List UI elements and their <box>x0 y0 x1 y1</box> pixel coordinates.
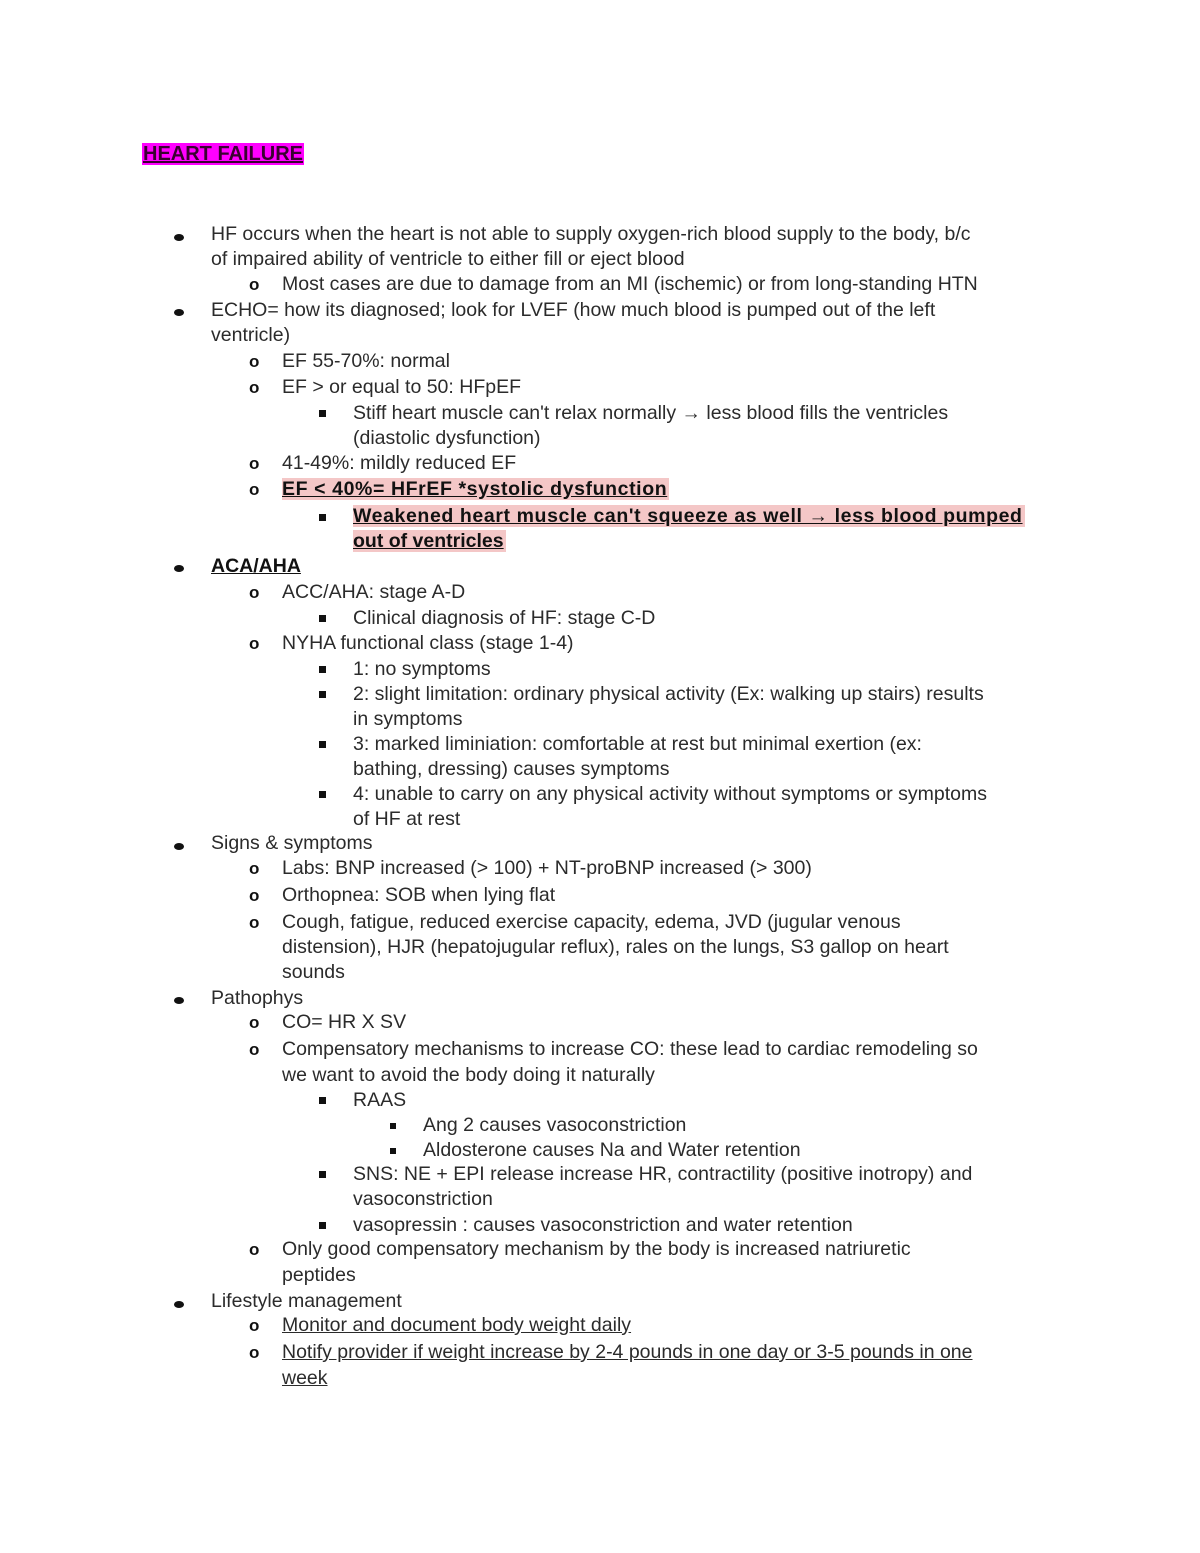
bullet-square <box>319 1097 326 1104</box>
bullet-small-square <box>390 1123 396 1129</box>
list-item-text: Orthopnea: SOB when lying flat <box>282 884 556 906</box>
bullet-small-square <box>390 1148 396 1154</box>
bullet-square <box>319 514 326 521</box>
list-item-text: Monitor and document body weight daily <box>282 1314 632 1336</box>
list-item-text: 4: unable to carry on any physical activity without symptoms or symptoms <box>353 783 987 805</box>
list-item-text: sounds <box>282 961 345 983</box>
bullet-square <box>319 666 326 673</box>
list-item-text: ventricle) <box>211 324 291 346</box>
bullet-circle: o <box>249 1013 260 1032</box>
list-item-text: distension), HJR (hepatojugular reflux), rales on the lungs, S3 gallop on heart <box>282 936 949 958</box>
bullet-disc <box>174 843 184 850</box>
bullet-disc <box>174 1301 184 1308</box>
bullet-square <box>319 691 326 698</box>
list-item-text: in symptoms <box>353 708 463 730</box>
list-item-text: Only good compensatory mechanism by the body is increased natriuretic <box>282 1238 911 1260</box>
list-item-text: EF > or equal to 50: HFpEF <box>282 376 521 398</box>
bullet-circle: o <box>249 275 260 294</box>
list-item-text: SNS: NE + EPI release increase HR, contractility (positive inotropy) and <box>353 1163 973 1185</box>
list-item-text: Most cases are due to damage from an MI (ischemic) or from long-standing HTN <box>282 273 978 295</box>
bullet-disc <box>174 565 184 572</box>
bullet-circle: o <box>249 634 260 653</box>
bullet-circle: o <box>249 1316 260 1335</box>
highlighted-text: EF < 40%= HFrEF *systolic dysfunction <box>282 478 668 500</box>
list-item-text: 2: slight limitation: ordinary physical activity (Ex: walking up stairs) results <box>353 683 984 705</box>
bullet-square <box>319 1222 326 1229</box>
bullet-square <box>319 1171 326 1178</box>
list-item-text: 3: marked liminiation: comfortable at rest but minimal exertion (ex: <box>353 733 922 755</box>
bullet-circle: o <box>249 352 260 371</box>
list-item-text: Lifestyle management <box>211 1290 402 1312</box>
bullet-circle: o <box>249 886 260 905</box>
list-item-text: Aldosterone causes Na and Water retention <box>423 1139 801 1161</box>
bullet-square <box>319 791 326 798</box>
list-item-text: CO= HR X SV <box>282 1011 407 1033</box>
list-item-text: peptides <box>282 1264 356 1286</box>
bullet-circle: o <box>249 1343 260 1362</box>
list-item-text: RAAS <box>353 1089 407 1111</box>
bullet-circle: o <box>249 913 260 932</box>
list-item-text: HF occurs when the heart is not able to supply oxygen-rich blood supply to the body, b/c <box>211 223 971 245</box>
bullet-circle: o <box>249 1040 260 1059</box>
page-title: HEART FAILURE <box>143 143 303 165</box>
list-item-text: Labs: BNP increased (> 100) + NT-proBNP increased (> 300) <box>282 857 812 879</box>
bullet-circle: o <box>249 583 260 602</box>
list-item-text: Signs & symptoms <box>211 832 373 854</box>
list-item-text: Pathophys <box>211 987 304 1009</box>
list-item-text: NYHA functional class (stage 1-4) <box>282 632 574 654</box>
list-item-text: Ang 2 causes vasoconstriction <box>423 1114 687 1136</box>
bullet-square <box>319 410 326 417</box>
bullet-disc <box>174 309 184 316</box>
list-item-text: 41-49%: mildly reduced EF <box>282 452 517 474</box>
highlighted-text: out of ventricles <box>353 530 504 552</box>
list-item-text: Compensatory mechanisms to increase CO: these lead to cardiac remodeling so <box>282 1038 978 1060</box>
list-item-text: Notify provider if weight increase by 2-4 pounds in one day or 3-5 pounds in one <box>282 1341 973 1363</box>
highlighted-text: Weakened heart muscle can't squeeze as well → less blood pumped <box>353 505 1023 527</box>
bullet-circle: o <box>249 378 260 397</box>
list-item-text: of HF at rest <box>353 808 461 830</box>
list-item-text: we want to avoid the body doing it naturally <box>282 1064 655 1086</box>
list-item-text: ACC/AHA: stage A-D <box>282 581 466 603</box>
bullet-square <box>319 615 326 622</box>
list-item-text: EF 55-70%: normal <box>282 350 450 372</box>
bullet-square <box>319 741 326 748</box>
list-item-text: Stiff heart muscle can't relax normally → less blood fills the ventricles <box>353 402 949 424</box>
list-item-text: vasopressin : causes vasoconstriction and water retention <box>353 1214 853 1236</box>
list-item-text: Cough, fatigue, reduced exercise capacity, edema, JVD (jugular venous <box>282 911 901 933</box>
bullet-circle: o <box>249 480 260 499</box>
bullet-disc <box>174 234 184 241</box>
section-heading: ACA/AHA <box>211 555 301 577</box>
list-item-text: (diastolic dysfunction) <box>353 427 541 449</box>
bullet-disc <box>174 997 184 1004</box>
list-item-text: vasoconstriction <box>353 1188 493 1210</box>
list-item-text: ECHO= how its diagnosed; look for LVEF (how much blood is pumped out of the left <box>211 299 936 321</box>
bullet-circle: o <box>249 1240 260 1259</box>
list-item-text: of impaired ability of ventricle to either fill or eject blood <box>211 248 685 270</box>
bullet-circle: o <box>249 859 260 878</box>
list-item-text: 1: no symptoms <box>353 658 491 680</box>
list-item-text: week <box>282 1367 328 1389</box>
list-item-text: Clinical diagnosis of HF: stage C-D <box>353 607 656 629</box>
list-item-text: bathing, dressing) causes symptoms <box>353 758 670 780</box>
bullet-circle: o <box>249 454 260 473</box>
